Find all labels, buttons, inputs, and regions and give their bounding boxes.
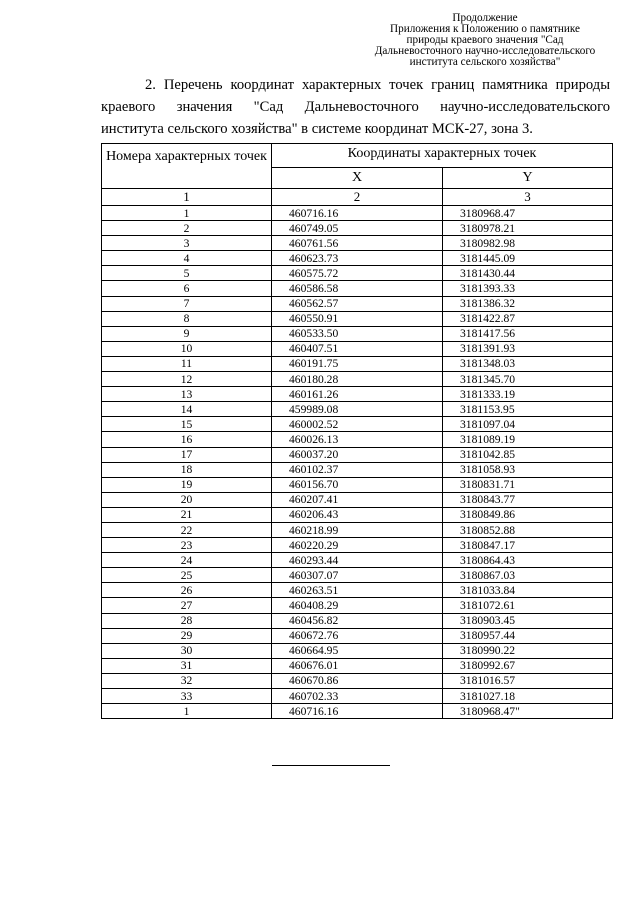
- y-coordinate-cell: 3181153.95: [443, 402, 613, 417]
- header-line-3: природы краевого значения "Сад: [406, 34, 564, 46]
- point-number-cell: 32: [102, 673, 272, 688]
- point-number-cell: 23: [102, 538, 272, 553]
- y-coordinate-cell: 3181386.32: [443, 296, 613, 311]
- intro-text: 2. Перечень координат характерных точек границ памятника природы краевого значения "Сад Дальневосточного научно-исследовательского: [101, 77, 610, 115]
- x-coordinate-cell: 460026.13: [272, 432, 443, 447]
- x-coordinate-cell: 460562.57: [272, 296, 443, 311]
- x-coordinate-cell: 460307.07: [272, 568, 443, 583]
- y-coordinate-cell: 3181058.93: [443, 462, 613, 477]
- table-row: [102, 221, 613, 236]
- y-coordinate-cell: 3180957.44: [443, 628, 613, 643]
- column-index: 3: [443, 189, 613, 206]
- x-coordinate-cell: 460220.29: [272, 538, 443, 553]
- point-number-cell: 29: [102, 628, 272, 643]
- x-coordinate-cell: 460623.73: [272, 251, 443, 266]
- table-row: [102, 507, 613, 522]
- y-coordinate-cell: 3180903.45: [443, 613, 613, 628]
- table-row: [102, 522, 613, 537]
- x-coordinate-cell: 460575.72: [272, 266, 443, 281]
- y-coordinate-cell: 3181333.19: [443, 387, 613, 402]
- table-row: [102, 432, 613, 447]
- table-row: [102, 251, 613, 266]
- table-row: [102, 372, 613, 387]
- y-coordinate-cell: 3180990.22: [443, 643, 613, 658]
- table-row: [102, 583, 613, 598]
- x-coordinate-cell: 459989.08: [272, 402, 443, 417]
- point-number-cell: 6: [102, 281, 272, 296]
- table-row: [102, 598, 613, 613]
- y-coordinate-cell: 3181097.04: [443, 417, 613, 432]
- y-coordinate-cell: 3181027.18: [443, 689, 613, 704]
- point-number-cell: 26: [102, 583, 272, 598]
- x-coordinate-cell: 460263.51: [272, 583, 443, 598]
- x-coordinate-cell: 460702.33: [272, 689, 443, 704]
- y-coordinate-cell: 3180867.03: [443, 568, 613, 583]
- column-index-row: [102, 189, 613, 206]
- point-number-cell: 16: [102, 432, 272, 447]
- point-number-cell: 8: [102, 311, 272, 326]
- header-line-4: Дальневосточного научно-исследовательского: [374, 45, 596, 57]
- y-coordinate-cell: 3181033.84: [443, 583, 613, 598]
- table-row: [102, 281, 613, 296]
- y-coordinate-cell: 3180843.77: [443, 492, 613, 507]
- point-number-cell: 12: [102, 372, 272, 387]
- table-row: [102, 206, 613, 221]
- point-number-cell: 2: [102, 221, 272, 236]
- point-number-cell: 19: [102, 477, 272, 492]
- x-coordinate-cell: 460550.91: [272, 311, 443, 326]
- x-coordinate-cell: 460407.51: [272, 341, 443, 356]
- footer-divider: [272, 765, 390, 766]
- x-coordinate-cell: 460156.70: [272, 477, 443, 492]
- x-coordinate-cell: 460456.82: [272, 613, 443, 628]
- table-row: [102, 477, 613, 492]
- y-coordinate-cell: 3181016.57: [443, 673, 613, 688]
- x-coordinate-cell: 460586.58: [272, 281, 443, 296]
- table-row: [102, 326, 613, 341]
- table-row: [102, 462, 613, 477]
- table-row: [102, 387, 613, 402]
- point-number-cell: 15: [102, 417, 272, 432]
- y-coordinate-cell: 3180852.88: [443, 522, 613, 537]
- point-number-cell: 5: [102, 266, 272, 281]
- table-row: [102, 613, 613, 628]
- point-number-cell: 3: [102, 236, 272, 251]
- table-row: [102, 492, 613, 507]
- y-coordinate-cell: 3180831.71: [443, 477, 613, 492]
- point-number-cell: 24: [102, 553, 272, 568]
- table-row: [102, 628, 613, 643]
- point-number-cell: 13: [102, 387, 272, 402]
- x-coordinate-cell: 460672.76: [272, 628, 443, 643]
- point-number-cell: 20: [102, 492, 272, 507]
- y-header: Y: [443, 168, 613, 189]
- y-coordinate-cell: 3181348.03: [443, 356, 613, 371]
- x-coordinate-cell: 460676.01: [272, 658, 443, 673]
- table-row: [102, 553, 613, 568]
- x-coordinate-cell: 460161.26: [272, 387, 443, 402]
- point-number-cell: 4: [102, 251, 272, 266]
- x-coordinate-cell: 460664.95: [272, 643, 443, 658]
- y-coordinate-cell: 3180968.47: [443, 206, 613, 221]
- y-coordinate-cell: 3181393.33: [443, 281, 613, 296]
- x-coordinate-cell: 460180.28: [272, 372, 443, 387]
- y-coordinate-cell: 3180849.86: [443, 507, 613, 522]
- x-coordinate-cell: 460207.41: [272, 492, 443, 507]
- y-coordinate-cell: 3180968.47": [443, 704, 613, 719]
- y-coordinate-cell: 3180864.43: [443, 553, 613, 568]
- x-coordinate-cell: 460408.29: [272, 598, 443, 613]
- y-coordinate-cell: 3181422.87: [443, 311, 613, 326]
- table-row: [102, 311, 613, 326]
- table-row: [102, 402, 613, 417]
- point-number-cell: 1: [102, 704, 272, 719]
- x-coordinate-cell: 460761.56: [272, 236, 443, 251]
- point-number-cell: 17: [102, 447, 272, 462]
- intro-paragraph: [101, 74, 610, 140]
- point-number-cell: 22: [102, 522, 272, 537]
- y-coordinate-cell: 3180982.98: [443, 236, 613, 251]
- appendix-header: [360, 13, 610, 68]
- header-line-1: Продолжение: [452, 12, 518, 24]
- table-row: [102, 236, 613, 251]
- point-number-cell: 18: [102, 462, 272, 477]
- table-row: [102, 643, 613, 658]
- x-coordinate-cell: 460191.75: [272, 356, 443, 371]
- y-coordinate-cell: 3180847.17: [443, 538, 613, 553]
- intro-text-last-line: института сельского хозяйства" в системе координат МСК-27, зона 3.: [101, 121, 533, 137]
- y-coordinate-cell: 3181089.19: [443, 432, 613, 447]
- point-number-cell: 31: [102, 658, 272, 673]
- table-row: [102, 689, 613, 704]
- point-number-cell: 11: [102, 356, 272, 371]
- x-coordinate-cell: 460102.37: [272, 462, 443, 477]
- y-coordinate-cell: 3181345.70: [443, 372, 613, 387]
- point-number-header: Номера характерных точек: [102, 144, 272, 189]
- x-coordinate-cell: 460293.44: [272, 553, 443, 568]
- y-coordinate-cell: 3181042.85: [443, 447, 613, 462]
- table-row: [102, 341, 613, 356]
- point-number-cell: 33: [102, 689, 272, 704]
- y-coordinate-cell: 3181391.93: [443, 341, 613, 356]
- header-line-5: института сельского хозяйства": [409, 56, 561, 68]
- point-number-cell: 1: [102, 206, 272, 221]
- x-coordinate-cell: 460037.20: [272, 447, 443, 462]
- header-line-2: Приложения к Положению о памятнике: [390, 23, 580, 35]
- point-number-cell: 9: [102, 326, 272, 341]
- x-coordinate-cell: 460206.43: [272, 507, 443, 522]
- column-index: 1: [102, 189, 272, 206]
- x-coordinate-cell: 460716.16: [272, 704, 443, 719]
- point-number-cell: 21: [102, 507, 272, 522]
- point-number-cell: 28: [102, 613, 272, 628]
- y-coordinate-cell: 3180992.67: [443, 658, 613, 673]
- point-number-cell: 10: [102, 341, 272, 356]
- coordinates-header: Координаты характерных точек: [272, 144, 613, 168]
- point-number-cell: 30: [102, 643, 272, 658]
- x-header: X: [272, 168, 443, 189]
- table-row: [102, 447, 613, 462]
- point-number-cell: 7: [102, 296, 272, 311]
- point-number-cell: 14: [102, 402, 272, 417]
- table-row: [102, 658, 613, 673]
- coordinates-body: [102, 206, 613, 719]
- table-row: [102, 356, 613, 371]
- y-coordinate-cell: 3181445.09: [443, 251, 613, 266]
- table-row: [102, 704, 613, 719]
- y-coordinate-cell: 3181417.56: [443, 326, 613, 341]
- point-number-cell: 25: [102, 568, 272, 583]
- x-coordinate-cell: 460002.52: [272, 417, 443, 432]
- x-coordinate-cell: 460218.99: [272, 522, 443, 537]
- point-number-cell: 27: [102, 598, 272, 613]
- x-coordinate-cell: 460670.86: [272, 673, 443, 688]
- table-row: [102, 296, 613, 311]
- table-row: [102, 673, 613, 688]
- y-coordinate-cell: 3181430.44: [443, 266, 613, 281]
- coordinates-table: [101, 143, 613, 719]
- table-row: [102, 568, 613, 583]
- y-coordinate-cell: 3181072.61: [443, 598, 613, 613]
- column-index: 2: [272, 189, 443, 206]
- x-coordinate-cell: 460533.50: [272, 326, 443, 341]
- x-coordinate-cell: 460749.05: [272, 221, 443, 236]
- table-row: [102, 266, 613, 281]
- table-row: [102, 538, 613, 553]
- y-coordinate-cell: 3180978.21: [443, 221, 613, 236]
- table-row: [102, 417, 613, 432]
- x-coordinate-cell: 460716.16: [272, 206, 443, 221]
